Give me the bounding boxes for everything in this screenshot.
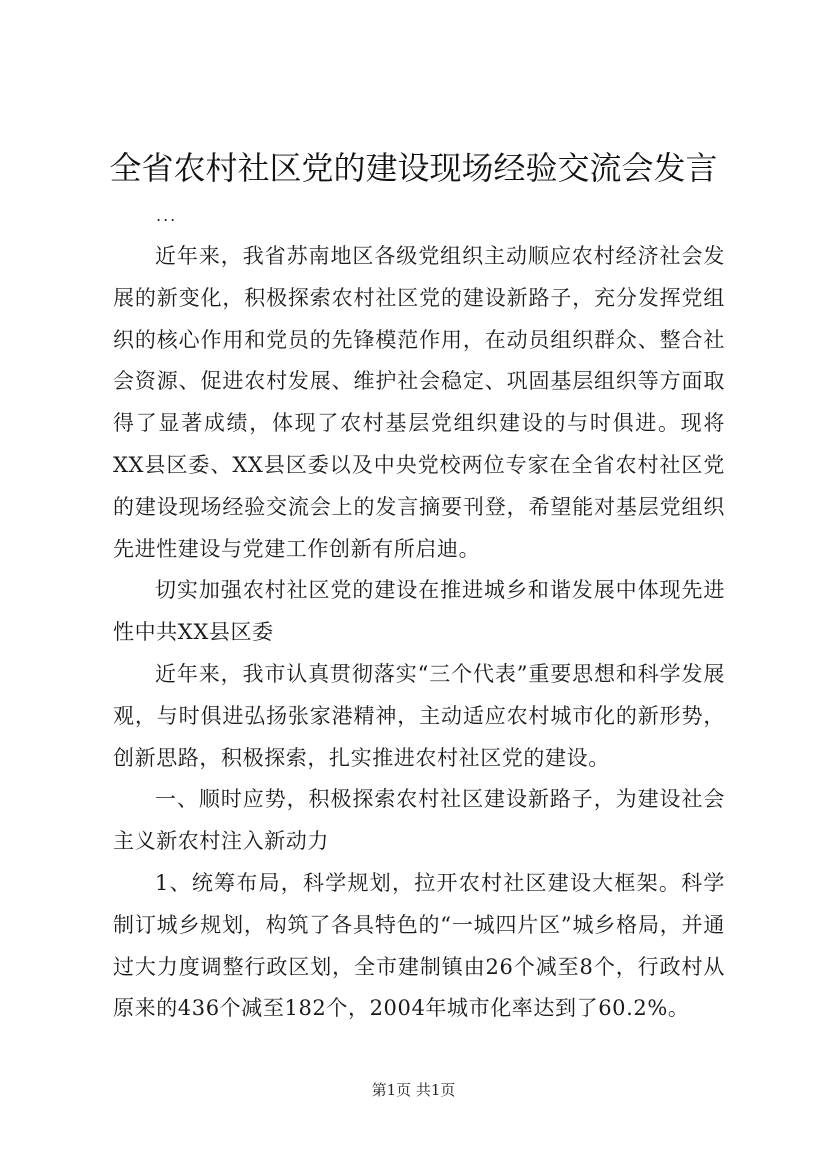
document-title: 全省农村社区党的建设现场经验交流会发言 (109, 149, 718, 187)
document-body (113, 236, 725, 1030)
paragraph-city-overview: 近年来，我市认真贯彻落实“三个代表”重要思想和科学发展观，与时俱进弘扬张家港精神，主动适应农村城市化的新形势，创新思路，积极探索，扎实推进农村社区党的建设。 (113, 661, 725, 770)
paragraph-section-one: 一、顺时应势，积极探索农村社区建设新路子，为建设社会主义新农村注入新动力 (113, 787, 725, 854)
ellipsis-marker: ... (156, 206, 178, 225)
page-footer: 第1页 共1页 (371, 1081, 456, 1099)
paragraph-intro: 近年来，我省苏南地区各级党组织主动顺应农村经济社会发展的新变化，积极探索农村社区党的建设新路子，充分发挥党组织的核心作用和党员的先锋模范作用，在动员组织群众、整合社会资源、促进农村发展、维护社会稳定、巩固基层组织等方面取得了显著成绩，体现了农村基层党组织建设的与时俱进。现将XX县区委、XX县区委以及中央党校两位专家在全省农村社区党的建设现场经验交流会上的发言摘要刊登，希望能对基层党组织先进性建设与党建工作创新有所启迪。 (113, 244, 725, 561)
paragraph-item-one: 1、统筹布局，科学规划，拉开农村社区建设大框架。科学制订城乡规划，构筑了各具特色的“一城四片区”城乡格局，并通过大力度调整行政区划，全市建制镇由26个减至8个，行政村从原来的436个减至182个，2004年城市化率达到了60.2%。 (113, 870, 725, 1021)
paragraph-heading-county: 切实加强农村社区党的建设在推进城乡和谐发展中体现先进性中共XX县区委 (113, 578, 725, 645)
